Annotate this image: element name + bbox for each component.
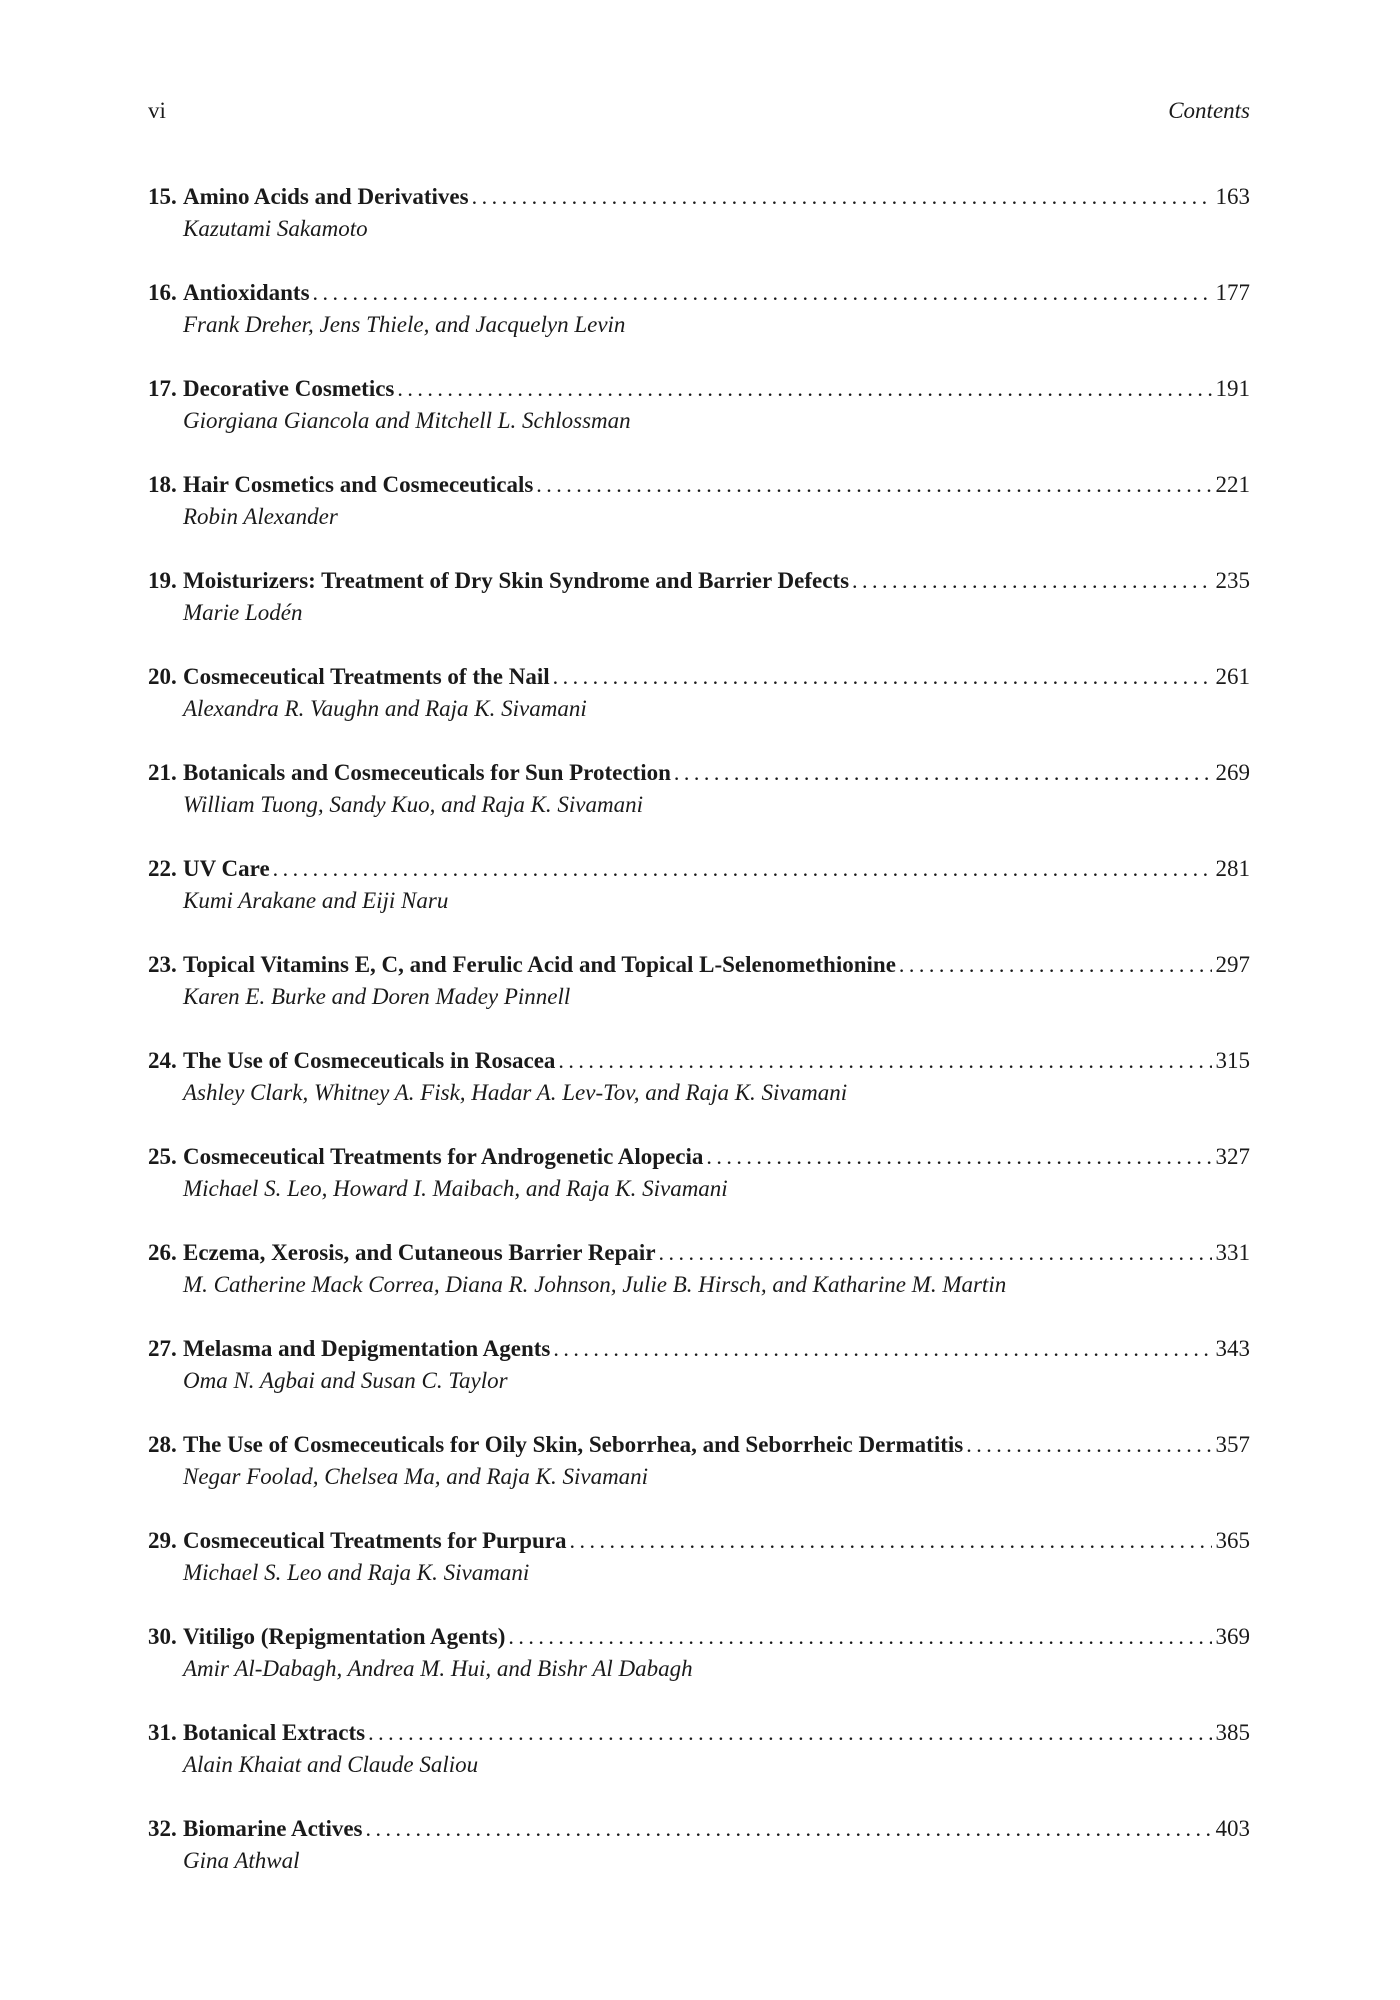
dot-leader [706, 1141, 1211, 1173]
chapter-authors: Robin Alexander [183, 504, 338, 529]
toc-entry-title-line [148, 469, 1250, 501]
chapter-page-number: 357 [1215, 1432, 1250, 1457]
dot-leader [366, 1813, 1212, 1845]
chapter-page-number: 369 [1215, 1624, 1250, 1649]
chapter-title: Cosmeceutical Treatments of the Nail [183, 664, 550, 689]
chapter-page-number: 343 [1215, 1336, 1250, 1361]
toc-entry [148, 277, 1250, 341]
chapter-page-number: 403 [1215, 1816, 1250, 1841]
chapter-authors: Alain Khaiat and Claude Saliou [183, 1752, 479, 1777]
toc-entry-title-line [148, 181, 1250, 213]
toc-entry-title-line [148, 661, 1250, 693]
toc-entry [148, 181, 1250, 245]
chapter-page-number: 269 [1215, 760, 1250, 785]
chapter-authors: Frank Dreher, Jens Thiele, and Jacquelyn Levin [183, 312, 626, 337]
chapter-page-number: 221 [1215, 472, 1250, 497]
toc-entry [148, 469, 1250, 533]
chapter-title: Eczema, Xerosis, and Cutaneous Barrier Repair [183, 1240, 656, 1265]
chapter-title: Cosmeceutical Treatments for Purpura [183, 1528, 567, 1553]
chapter-page-number: 297 [1215, 952, 1250, 977]
chapter-authors: Giorgiana Giancola and Mitchell L. Schlossman [183, 408, 631, 433]
page-number: vi [148, 98, 166, 123]
dot-leader [368, 1717, 1211, 1749]
toc-entry [148, 757, 1250, 821]
chapter-authors: William Tuong, Sandy Kuo, and Raja K. Sivamani [183, 792, 644, 817]
chapter-title: Topical Vitamins E, C, and Ferulic Acid and Topical L-Selenomethionine [183, 952, 896, 977]
toc-entry [148, 1813, 1250, 1877]
chapter-authors: Kumi Arakane and Eiji Naru [183, 888, 449, 913]
chapter-authors: Gina Athwal [183, 1848, 300, 1873]
dot-leader [659, 1237, 1212, 1269]
dot-leader [553, 1333, 1211, 1365]
toc-entry-title-line [148, 1717, 1250, 1749]
toc-entry-title-line [148, 1045, 1250, 1077]
chapter-title: UV Care [183, 856, 270, 881]
chapter-title: Amino Acids and Derivatives [183, 184, 469, 209]
toc-entry [148, 661, 1250, 725]
chapter-authors: Marie Lodén [183, 600, 303, 625]
chapter-page-number: 281 [1215, 856, 1250, 881]
chapter-authors: Michael S. Leo, Howard I. Maibach, and Raja K. Sivamani [183, 1176, 728, 1201]
chapter-number: 16. [148, 280, 177, 305]
chapter-number: 27. [148, 1336, 177, 1361]
chapter-title: Botanicals and Cosmeceuticals for Sun Protection [183, 760, 671, 785]
chapter-number: 19. [148, 568, 177, 593]
toc-entry [148, 949, 1250, 1013]
chapter-title: Biomarine Actives [183, 1816, 363, 1841]
dot-leader [899, 949, 1212, 981]
dot-leader [313, 277, 1212, 309]
chapter-page-number: 331 [1215, 1240, 1250, 1265]
chapter-number: 28. [148, 1432, 177, 1457]
toc-entry [148, 565, 1250, 629]
toc-entry-title-line [148, 1525, 1250, 1557]
toc-entry [148, 1237, 1250, 1301]
page-header [148, 97, 1250, 125]
toc-entry [148, 1141, 1250, 1205]
toc-entry [148, 853, 1250, 917]
dot-leader [966, 1429, 1211, 1461]
running-header: Contents [1168, 98, 1250, 123]
dot-leader [536, 469, 1211, 501]
toc-entry [148, 1429, 1250, 1493]
chapter-page-number: 177 [1215, 280, 1250, 305]
toc-entry-title-line [148, 1429, 1250, 1461]
toc-entry-title-line [148, 1237, 1250, 1269]
toc-entry-title-line [148, 757, 1250, 789]
dot-leader [852, 565, 1211, 597]
chapter-number: 20. [148, 664, 177, 689]
dot-leader [553, 661, 1212, 693]
chapter-number: 21. [148, 760, 177, 785]
chapter-title: Vitiligo (Repigmentation Agents) [183, 1624, 506, 1649]
toc-entry-title-line [148, 1333, 1250, 1365]
toc-entry-title-line [148, 853, 1250, 885]
chapter-title: Cosmeceutical Treatments for Androgenetic Alopecia [183, 1144, 704, 1169]
toc-list [148, 181, 1250, 1909]
toc-entry-title-line [148, 1141, 1250, 1173]
dot-leader [674, 757, 1212, 789]
chapter-title: Botanical Extracts [183, 1720, 366, 1745]
chapter-authors: Michael S. Leo and Raja K. Sivamani [183, 1560, 530, 1585]
chapter-title: Antioxidants [183, 280, 310, 305]
chapter-page-number: 315 [1215, 1048, 1250, 1073]
dot-leader [508, 1621, 1211, 1653]
chapter-title: Hair Cosmetics and Cosmeceuticals [183, 472, 534, 497]
chapter-authors: Alexandra R. Vaughn and Raja K. Sivamani [183, 696, 587, 721]
chapter-number: 29. [148, 1528, 177, 1553]
toc-entry-title-line [148, 373, 1250, 405]
chapter-authors: Kazutami Sakamoto [183, 216, 368, 241]
toc-entry [148, 1333, 1250, 1397]
chapter-number: 23. [148, 952, 177, 977]
chapter-authors: Karen E. Burke and Doren Madey Pinnell [183, 984, 571, 1009]
toc-entry [148, 1045, 1250, 1109]
chapter-number: 22. [148, 856, 177, 881]
chapter-authors: M. Catherine Mack Correa, Diana R. Johnson, Julie B. Hirsch, and Katharine M. Martin [183, 1272, 1007, 1297]
toc-entry [148, 373, 1250, 437]
dot-leader [569, 1525, 1211, 1557]
chapter-number: 18. [148, 472, 177, 497]
chapter-page-number: 327 [1215, 1144, 1250, 1169]
chapter-authors: Amir Al-Dabagh, Andrea M. Hui, and Bishr Al Dabagh [183, 1656, 693, 1681]
dot-leader [472, 181, 1212, 213]
toc-entry [148, 1621, 1250, 1685]
chapter-number: 17. [148, 376, 177, 401]
toc-entry-title-line [148, 565, 1250, 597]
toc-entry [148, 1525, 1250, 1589]
chapter-number: 15. [148, 184, 177, 209]
chapter-number: 31. [148, 1720, 177, 1745]
chapter-page-number: 163 [1215, 184, 1250, 209]
chapter-page-number: 191 [1215, 376, 1250, 401]
chapter-title: Melasma and Depigmentation Agents [183, 1336, 551, 1361]
chapter-page-number: 365 [1215, 1528, 1250, 1553]
chapter-page-number: 235 [1215, 568, 1250, 593]
dot-leader [558, 1045, 1211, 1077]
dot-leader [397, 373, 1211, 405]
toc-entry-title-line [148, 1621, 1250, 1653]
chapter-authors: Oma N. Agbai and Susan C. Taylor [183, 1368, 508, 1393]
chapter-title: The Use of Cosmeceuticals for Oily Skin, Seborrhea, and Seborrheic Dermatitis [183, 1432, 964, 1457]
toc-entry-title-line [148, 277, 1250, 309]
toc-entry-title-line [148, 1813, 1250, 1845]
toc-entry-title-line [148, 949, 1250, 981]
dot-leader [273, 853, 1212, 885]
chapter-number: 26. [148, 1240, 177, 1265]
chapter-title: Decorative Cosmetics [183, 376, 395, 401]
chapter-title: Moisturizers: Treatment of Dry Skin Syndrome and Barrier Defects [183, 568, 850, 593]
chapter-title: The Use of Cosmeceuticals in Rosacea [183, 1048, 556, 1073]
chapter-page-number: 261 [1215, 664, 1250, 689]
chapter-number: 32. [148, 1816, 177, 1841]
chapter-number: 30. [148, 1624, 177, 1649]
chapter-authors: Ashley Clark, Whitney A. Fisk, Hadar A. Lev-Tov, and Raja K. Sivamani [183, 1080, 848, 1105]
chapter-number: 24. [148, 1048, 177, 1073]
chapter-authors: Negar Foolad, Chelsea Ma, and Raja K. Sivamani [183, 1464, 649, 1489]
chapter-page-number: 385 [1215, 1720, 1250, 1745]
toc-entry [148, 1717, 1250, 1781]
chapter-number: 25. [148, 1144, 177, 1169]
